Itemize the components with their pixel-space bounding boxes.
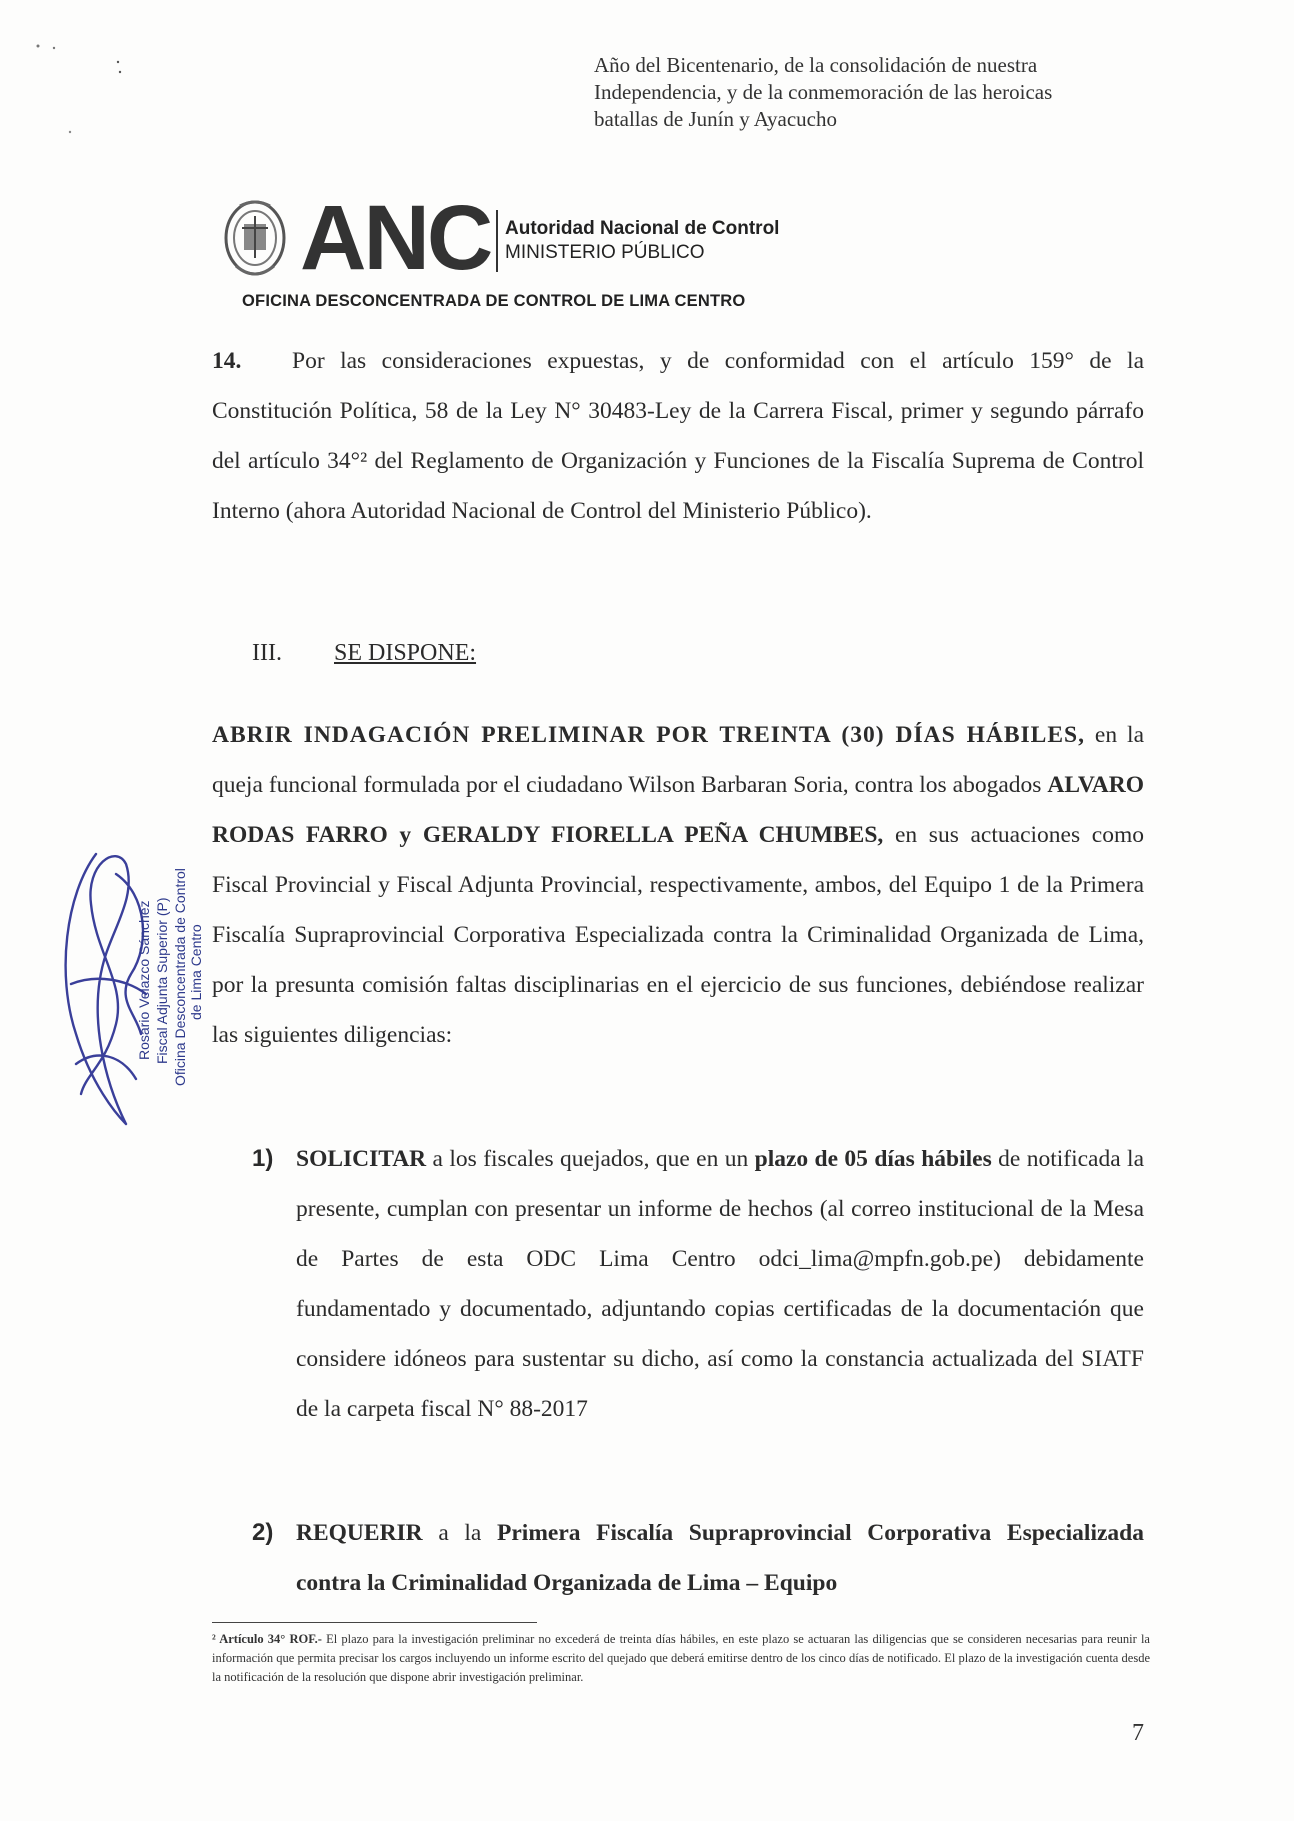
footnote-divider <box>212 1622 537 1623</box>
item-text-a: a la <box>422 1520 497 1546</box>
item-verb: SOLICITAR <box>296 1146 427 1172</box>
list-item <box>252 1134 1144 1434</box>
motto-line: batallas de Junín y Ayacucho <box>594 107 838 131</box>
dispone-lead: ABRIR INDAGACIÓN PRELIMINAR POR TREINTA (30) DÍAS HÁBILES, <box>212 722 1085 748</box>
section-number: III. <box>252 640 282 666</box>
seal-icon <box>222 196 288 286</box>
stamp-line: de Lima Centro <box>188 924 204 1020</box>
motto-line: Año del Bicentenario, de la consolidación de nuestra <box>594 53 1038 77</box>
paragraph-text: Por las consideraciones expuestas, y de conformidad con el artículo 159° de la Constitución Política, 58 de la Ley N° 30483-Ley de la Carrera Fiscal, primer y segundo párrafo del artículo 34°² del Reglamento de Organización y Funciones de la Fiscalía Suprema de Control Interno (ahora Autoridad Nacional de Control del Ministerio Público). <box>212 348 1144 524</box>
dispone-text-b: en sus actuaciones como Fiscal Provincial y Fiscal Adjunta Provincial, respectivamente, ambos, del Equipo 1 de la Primera Fiscalía Supraprovincial Corporativa Especializada contra la Criminalidad Organizada de Lima, por la presunta comisión faltas disciplinarias en el ejercicio de sus funciones, debiéndose realizar las siguientes diligencias: <box>212 822 1144 1048</box>
dispone-paragraph <box>212 710 1144 1060</box>
item-bold-a: plazo de 05 días hábiles <box>754 1146 992 1172</box>
stamp-line: Oficina Desconcentrada de Control <box>172 868 188 1086</box>
logo-divider <box>496 210 498 272</box>
scan-mark-icon <box>30 40 140 140</box>
dispone-text-a: en la queja funcional formulada por el ciudadano Wilson Barbaran Soria, contra los abogados <box>212 722 1144 798</box>
list-item <box>252 1508 1144 1608</box>
paragraph-number: 14. <box>212 348 242 374</box>
office-name: OFICINA DESCONCENTRADA DE CONTROL DE LIMA CENTRO <box>242 292 746 310</box>
section-title: SE DISPONE: <box>334 640 477 666</box>
authority-name: Autoridad Nacional de Control <box>505 218 780 239</box>
item-marker: 1) <box>252 1145 274 1172</box>
item-text-b: de notificada la presente, cumplan con presentar un informe de hechos (al correo institucional de la Mesa de Partes de esta ODC Lima Centro odci_lima@mpfn.gob.pe) debidamente fundamentado y documentado, adjuntando copias certificadas de la documentación que considere idóneos para sustentar su dicho, así como la constancia actualizada del SIATF de la carpeta fiscal N° 88-2017 <box>296 1146 1144 1422</box>
item-text-a: a los fiscales quejados, que en un <box>426 1146 755 1172</box>
signature-stamp <box>56 834 216 1134</box>
ministry-name: MINISTERIO PÚBLICO <box>505 242 705 263</box>
footnote-label: ² Artículo 34° ROF.- <box>212 1632 322 1646</box>
footnote-text: El plazo para la investigación preliminar no excederá de treinta días hábiles, en este plazo se actuaran las diligencias que se consideren necesarias para reunir la información que permita precisar los cargos incluyendo un informe escrito del quejado que deberá emitirse dentro de los cinco días de notificado. El plazo de la investigación cuenta desde la notificación de la resolución que dispone abrir investigación preliminar. <box>212 1632 1150 1684</box>
stamp-line: Rosario Velazco Sánchez <box>136 900 152 1060</box>
item-marker: 2) <box>252 1519 274 1546</box>
header-motto <box>594 52 1234 133</box>
stamp-line: Fiscal Adjunta Superior (P) <box>154 897 170 1064</box>
page-number: 7 <box>1132 1720 1144 1746</box>
logo-acronym: ANC <box>300 187 491 289</box>
footnote <box>212 1630 1150 1687</box>
item-bold-a: Primera Fiscalía Supraprovincial Corporativa Especializada contra la Criminalidad Organizada de Lima – Equipo <box>296 1520 1144 1596</box>
item-verb: REQUERIR <box>296 1520 423 1546</box>
section-heading <box>252 640 476 667</box>
motto-line: Independencia, y de la conmemoración de las heroicas <box>594 80 1053 104</box>
respondent-names: ALVARO RODAS FARRO y GERALDY FIORELLA PEÑA CHUMBES, <box>212 772 1144 848</box>
item-content <box>296 1134 1144 1434</box>
paragraph-14 <box>212 336 1144 536</box>
item-content <box>296 1508 1144 1608</box>
